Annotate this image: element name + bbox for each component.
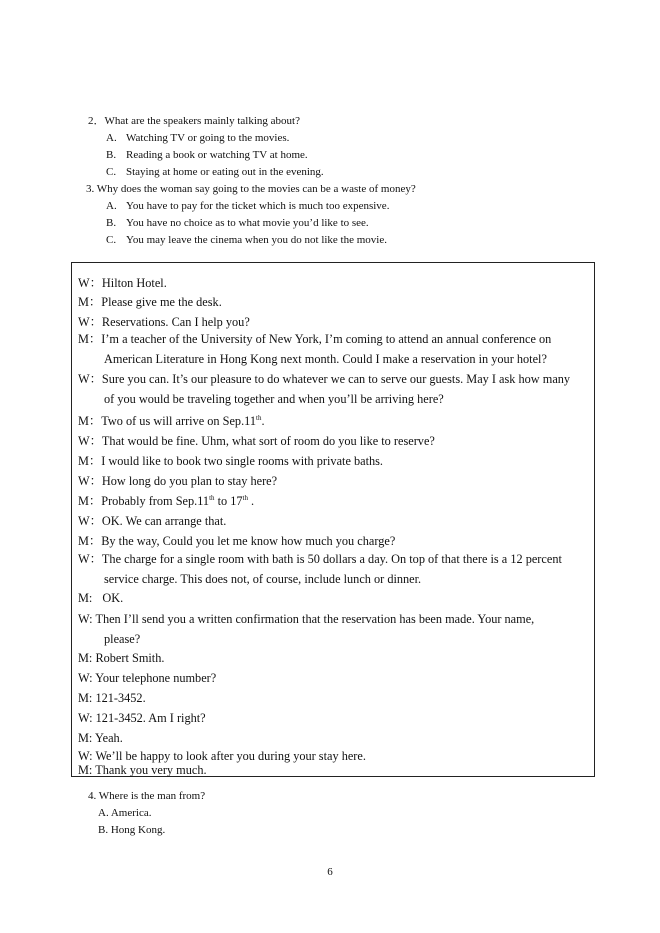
dialog-line: W: We’ll be happy to look after you during your stay here. (78, 749, 366, 763)
dialog-line: M：By the way, Could you let me know how much you charge? (78, 534, 396, 548)
dialog-line: W: Your telephone number? (78, 671, 217, 685)
dialog-line: W：That would be fine. Uhm, what sort of room do you like to reserve? (78, 434, 435, 448)
dialog-line: W：OK. We can arrange that. (78, 514, 227, 528)
question-text: 4. Where is the man from? (88, 790, 206, 802)
question-4 (88, 788, 205, 839)
dialog-line: M: OK. (78, 591, 124, 605)
option-b: B. Hong Kong. (98, 824, 166, 836)
dialog-line: M: 121-3452. (78, 691, 146, 705)
option-b: B. You have no choice as to what movie you’d like to see. (106, 217, 369, 229)
option-a: A. Watching TV or going to the movies. (106, 132, 290, 144)
option-c: C. Staying at home or eating out in the evening. (106, 166, 324, 178)
question-3 (88, 181, 416, 249)
dialog-line: M: Robert Smith. (78, 651, 165, 665)
option-a: A. America. (98, 807, 152, 819)
dialog-line: W：Hilton Hotel. (78, 276, 167, 290)
dialog-line: M：Please give me the desk. (78, 295, 222, 309)
dialog-line: W：Reservations. Can I help you? (78, 315, 250, 329)
dialog-line: M: Thank you very much. (78, 763, 207, 777)
dialog-line: M：I would like to book two single rooms with private baths. (78, 454, 384, 468)
option-a: A. You have to pay for the ticket which is much too expensive. (106, 200, 390, 212)
dialog-line: W：How long do you plan to stay here? (78, 474, 278, 488)
dialog-line: W: Then I’ll send you a written confirmation that the reservation has been made. Your name, please? (78, 612, 535, 646)
question-2 (88, 113, 324, 181)
option-c: C. You may leave the cinema when you do not like the movie. (106, 234, 387, 246)
dialog-transcript-box (71, 262, 595, 777)
dialog-line: W：The charge for a single room with bath is 50 dollars a day. On top of that there is a 12 percent service charge. This does not, of course, include lunch or dinner. (78, 552, 562, 586)
dialog-line: M: Yeah. (78, 731, 123, 745)
option-b: B. Reading a book or watching TV at home. (106, 149, 308, 161)
dialog-line: M：Two of us will arrive on Sep.11th. (78, 413, 265, 428)
page-number: 6 (327, 866, 333, 878)
dialog-line: M：Probably from Sep.11th to 17th . (78, 493, 255, 508)
question-text: 2．What are the speakers mainly talking about? (88, 115, 300, 127)
dialog-line: M：I’m a teacher of the University of New York, I’m coming to attend an annual conference on American Literature in Hong Kong next month. Could I make a reservation in your hotel? (78, 332, 552, 366)
question-text: 3. Why does the woman say going to the movies can be a waste of money? (86, 183, 416, 195)
dialog-line: W：Sure you can. It’s our pleasure to do whatever we can to serve our guests. May I ask how many of you would be traveling together and when you’ll be arriving here? (78, 372, 571, 406)
dialog-line: W: 121-3452. Am I right? (78, 711, 206, 725)
